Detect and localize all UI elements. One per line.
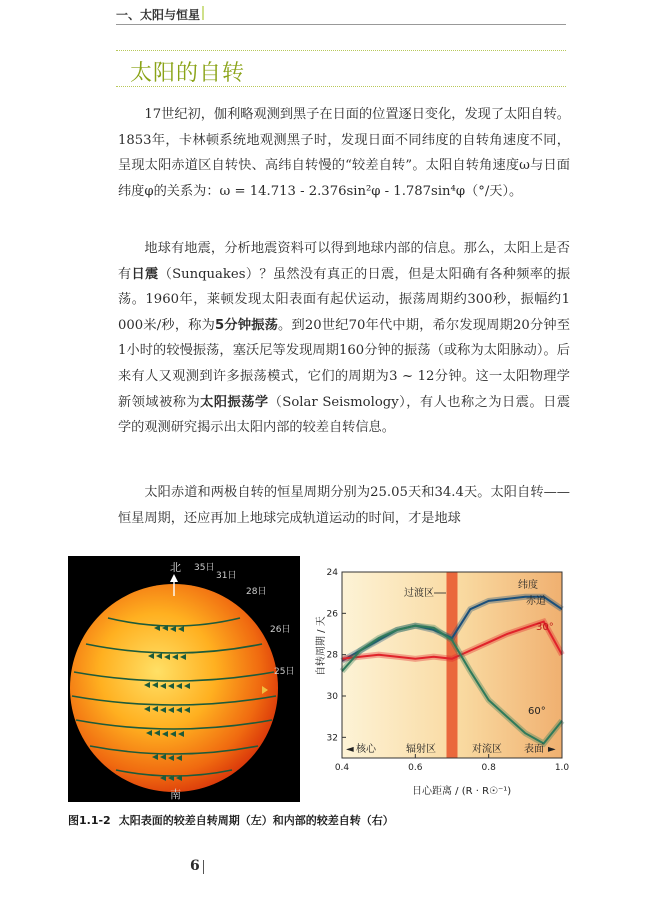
page-number: 6: [190, 858, 200, 874]
paragraph-2-part-b: （Sunquakes）？虽然没有真正的日震，但是太阳确有各种频率的振荡。1960年，莱顿发现太阳表面有起伏运动，振荡周期约300秒，振幅约1 000米/秒，称为: [118, 266, 571, 333]
zone-label-core-arrow: ◄: [346, 744, 354, 755]
keyword-sunquakes: 日震: [131, 266, 159, 282]
x-tick-label-2: 0.8: [481, 763, 496, 773]
rotation-chart-svg: [312, 556, 574, 802]
period-label-1: 35日: [194, 563, 215, 573]
figure-caption-text: 太阳表面的较差自转周期（左）和内部的较差自转（右）: [118, 814, 394, 827]
paragraph-2-part-d: （Solar Seismology），有人也称之为日震。日震学的观测研究揭示出太阳内部的较差自转信息。: [118, 394, 571, 436]
figure-caption: [68, 812, 394, 828]
y-tick-label-0: 24: [326, 568, 338, 578]
running-header-section: 一、太阳与恒星: [116, 8, 201, 22]
y-tick-label-1: 26: [326, 609, 338, 620]
zone-label-convective: 对流区: [472, 744, 502, 755]
paragraph-3-text: 太阳赤道和两极自转的恒星周期分别为25.05天和34.4天。太阳自转——恒星周期，还应再加上地球完成轨道运动的时间，才是地球: [118, 485, 570, 526]
header-accent-bar: [202, 6, 204, 20]
figure-sun-rotation: [68, 556, 300, 802]
title-dotted-rule-top: [116, 50, 566, 51]
legend-equator-label: 赤道: [526, 596, 546, 607]
keyword-solar-seismology: 太阳振荡学: [200, 394, 269, 410]
paragraph-3: [118, 480, 570, 531]
sun-rotation-illustration: [68, 556, 300, 802]
y-tick-label-2: 28: [326, 650, 338, 661]
x-tick-label-1: 0.6: [408, 763, 423, 773]
zone-label-surface: 表面: [524, 744, 544, 755]
keyword-5min-oscillation: 5分钟振荡: [215, 317, 279, 333]
period-label-3: 28日: [246, 587, 267, 597]
period-label-5: 25日: [274, 667, 295, 677]
paragraph-2-part-a: 地球有地震，分析地震资料可以得到地球内部的信息。那么，太阳上是否有: [118, 241, 570, 282]
zone-label-core: 核心: [356, 744, 376, 755]
legend-30deg-label: 30°: [536, 622, 554, 633]
figure-caption-number: 图1.1-2: [68, 814, 111, 827]
north-label: 北: [170, 561, 181, 574]
section-title: 太阳的自转: [130, 61, 246, 86]
transition-zone-band: [447, 572, 458, 758]
figure-internal-rotation-chart: [312, 556, 574, 802]
y-tick-label-3: 30: [326, 692, 338, 702]
paragraph-2: [118, 236, 570, 441]
transition-zone-label: 过渡区: [404, 588, 434, 599]
paragraph-1-text: 17世纪初，伽利略观测到黑子在日面的位置逐日变化，发现了太阳自转。1853年，卡林顿系统地观测黑子时，发现日面不同纬度的自转角速度不同，呈现太阳赤道区自转快、高纬自转慢的“较差自转”。太阳自转角速度ω与日面纬度φ的关系为：ω = 14.713 - 2.376sin²φ - 1.787sin⁴φ（°/天）。: [118, 107, 570, 199]
header-rule: [116, 24, 566, 25]
south-label: 南: [170, 788, 181, 801]
paragraph-1: [118, 102, 570, 204]
period-label-2: 31日: [216, 571, 237, 581]
y-tick-label-4: 32: [326, 733, 338, 744]
zone-label-surface-arrow: ►: [548, 744, 556, 755]
north-arrow-icon: [170, 574, 178, 582]
x-axis-label: 日心距离 / (R · R☉⁻¹): [412, 786, 512, 797]
y-axis-label: 自转周期 / 天: [316, 616, 327, 676]
legend-title: 纬度: [518, 580, 538, 591]
period-label-4: 26日: [270, 625, 291, 635]
x-tick-label-0: 0.4: [334, 763, 350, 773]
zone-label-radiative: 辐射区: [406, 744, 436, 755]
legend-60deg-label: 60°: [528, 706, 546, 717]
page-number-bar: [203, 860, 204, 874]
paragraph-2-part-c: 。到20世纪70年代中期，希尔发现周期20分钟至1小时的较慢振荡，塞沃尼等发现周期160分钟的振荡（或称为太阳脉动）。后来有人又观测到许多振荡模式，它们的周期为3 ~ 12分钟。这一太阳物理学新领域被称为: [118, 317, 571, 410]
x-tick-label-3: 1.0: [554, 763, 570, 773]
title-dotted-rule-bottom: [116, 86, 566, 87]
